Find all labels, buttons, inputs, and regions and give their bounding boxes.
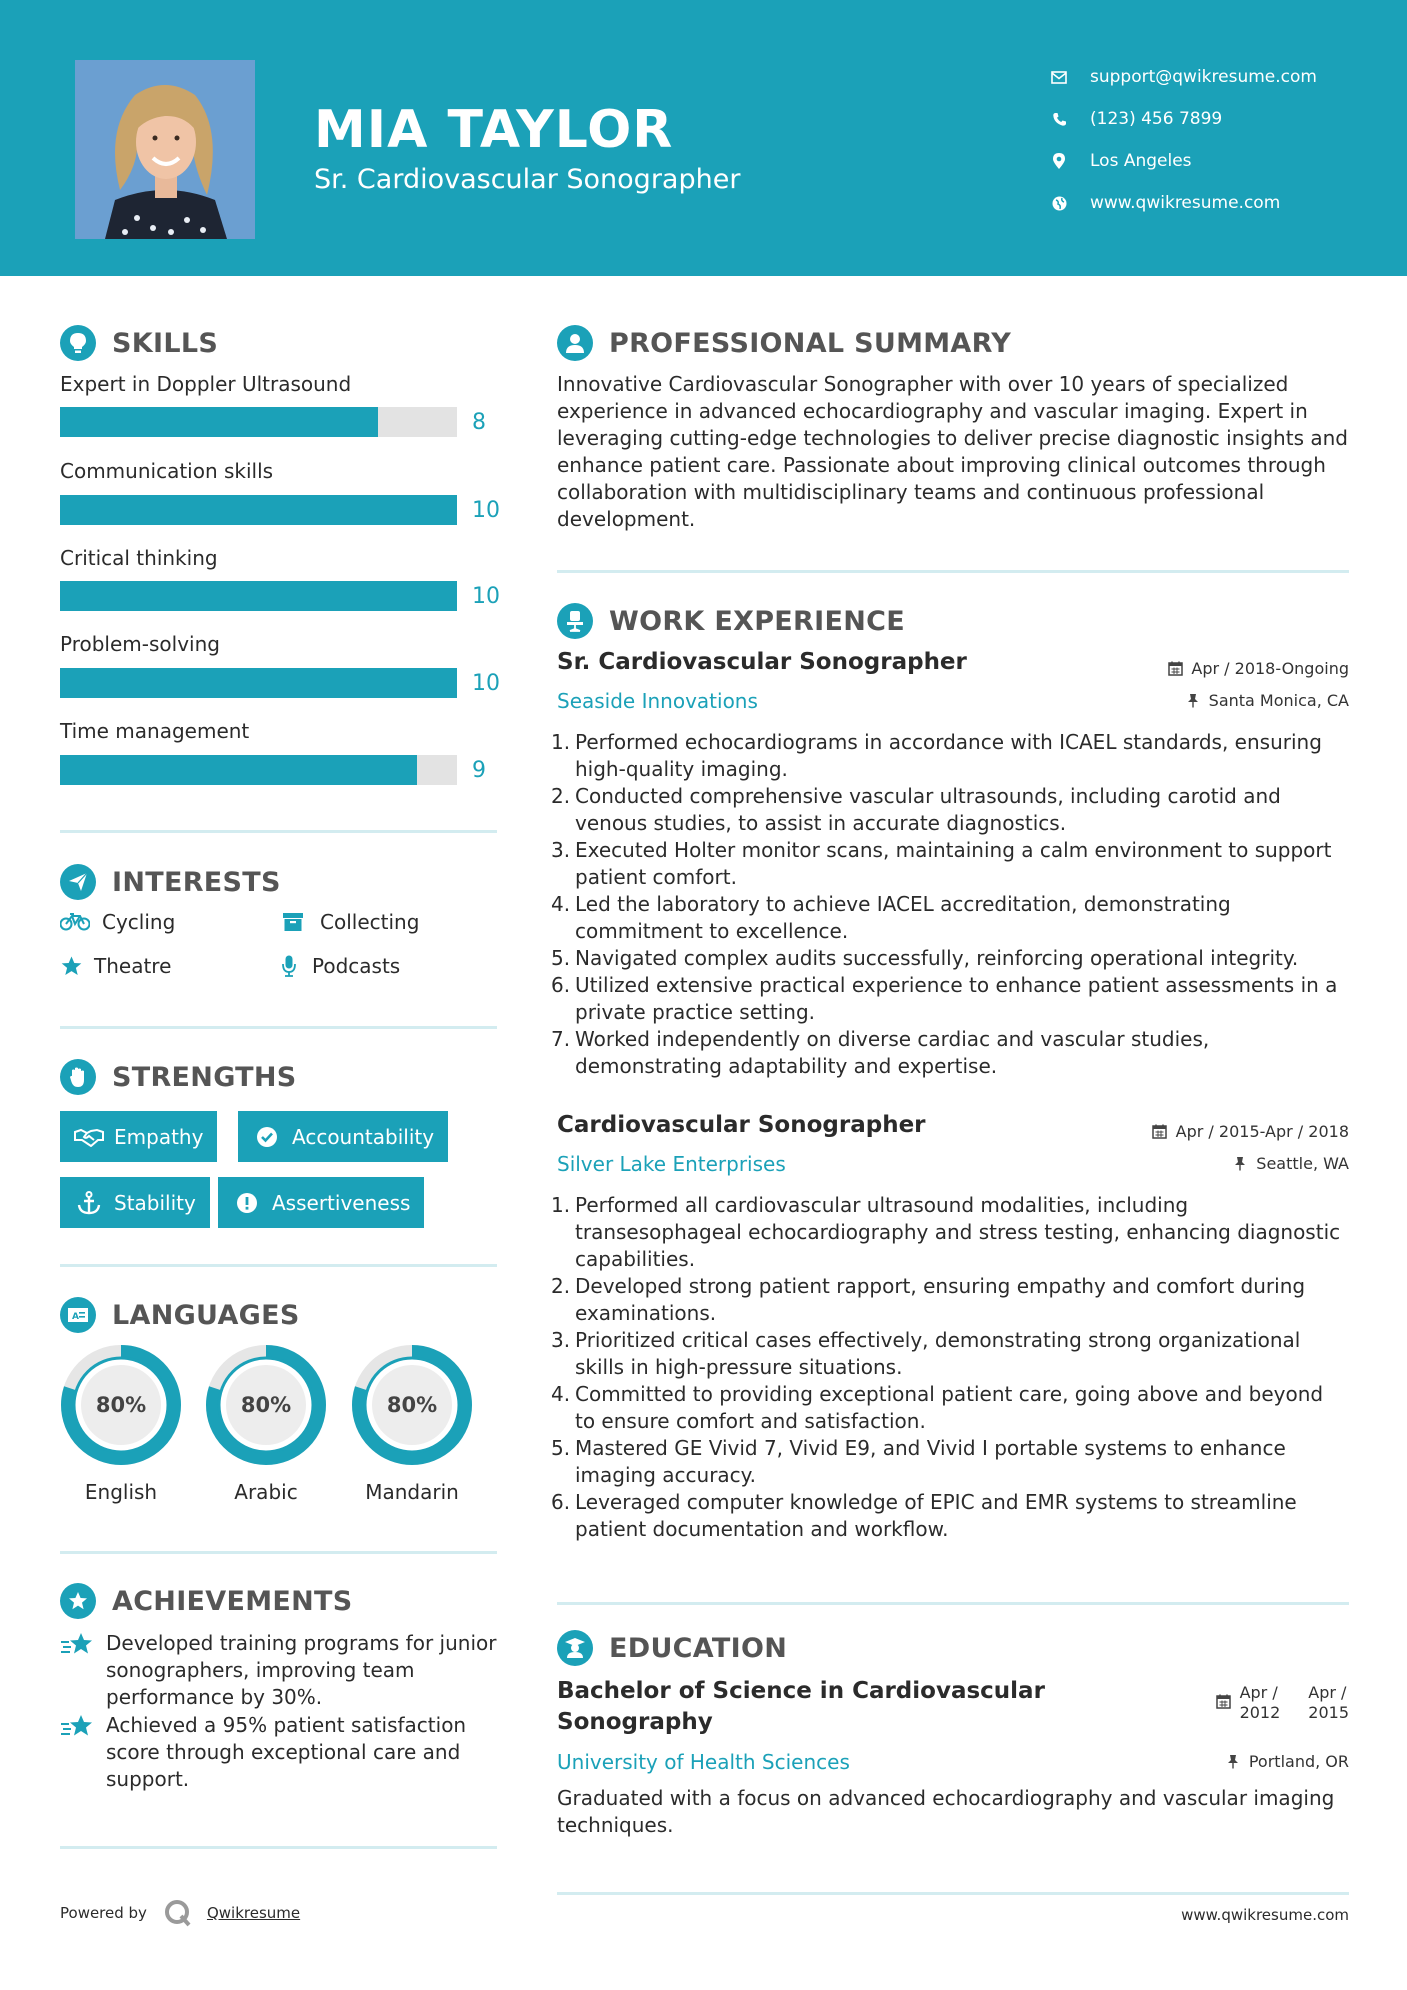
language-name: Mandarin [365,1480,459,1504]
achievement-item [60,1630,497,1711]
interests-title: INTERESTS [112,866,281,898]
interest-label: Cycling [102,910,176,934]
skill-bar-fill [60,755,417,785]
location-pin-icon [1050,152,1068,170]
strength-label: Accountability [292,1124,435,1149]
education-start-month: Apr / [1239,1683,1278,1702]
job-bullet [551,837,1349,891]
bicycle-icon [60,911,90,933]
strengths-heading [60,1059,297,1095]
language-ring [351,1344,473,1466]
contact-location [1050,140,1317,182]
paper-plane-icon [60,864,96,900]
summary-heading [557,325,1011,361]
bullet-text: Committed to providing exceptional patient care, going above and beyond to ensure comfort and satisfaction. [575,1382,1324,1433]
skill-value: 10 [472,498,500,523]
shooting-star-icon [60,1712,96,1793]
skill-bar-fill [60,407,378,437]
skill-name: Time management [60,719,250,743]
language-name: English [84,1480,158,1504]
globe-icon [1050,194,1068,212]
check-circle-icon [252,1125,282,1149]
pushpin-icon [1232,1156,1248,1172]
contact-phone[interactable] [1050,98,1317,140]
profile-photo [75,60,255,239]
contact-website-text: www.qwikresume.com [1090,193,1281,213]
skill-bar-fill [60,581,457,611]
interest-label: Podcasts [312,954,401,978]
bullet-text: Developed strong patient rapport, ensuring empathy and comfort during examinations. [575,1274,1306,1325]
office-chair-icon [557,603,593,639]
education-heading [557,1630,787,1666]
interest-item [60,954,171,978]
language-card-icon [60,1297,96,1333]
anchor-icon [74,1191,104,1215]
summary-text: Innovative Cardiovascular Sonographer with over 10 years of specialized experience in advanced echocardiography and vascular imaging. Expert in leveraging cutting-edge technologies to deliver precise diagnostic insights and enhance patient care. Passionate about improving clinical outcomes through collaboration with multidisciplinary teams and continuous professional development. [557,372,1348,531]
archive-box-icon [278,911,308,933]
skill-name: Expert in Doppler Ultrasound [60,372,352,396]
language-item [60,1344,182,1504]
handshake-icon [74,1125,104,1149]
section-divider [557,1892,1349,1895]
job-bullets [551,729,1349,1080]
job-location-text: Seattle, WA [1256,1154,1349,1173]
raised-hand-icon [60,1059,96,1095]
bullet-text: Performed echocardiograms in accordance with ICAEL standards, ensuring high-quality imaging. [575,730,1322,781]
strength-tag [60,1111,217,1162]
job-dates-text: Apr / 2015-Apr / 2018 [1175,1122,1349,1141]
skill-bar-fill [60,668,457,698]
bullet-text: Executed Holter monitor scans, maintaining a calm environment to support patient comfort. [575,838,1332,889]
strength-tag [60,1177,210,1228]
achievements-title: ACHIEVEMENTS [112,1585,353,1617]
contact-email[interactable] [1050,56,1317,98]
strength-label: Empathy [114,1124,204,1149]
education-end-month: Apr / [1308,1683,1347,1702]
footer-brand-link[interactable]: Qwikresume [206,1904,301,1922]
achievement-text: Achieved a 95% patient satisfaction score through exceptional care and support. [106,1713,467,1791]
education-description: Graduated with a focus on advanced echocardiography and vascular imaging techniques. [557,1786,1335,1837]
bullet-number: 6. [551,973,571,997]
user-icon [557,325,593,361]
bullet-text: Conducted comprehensive vascular ultrasounds, including carotid and venous studies, to assist in accurate diagnostics. [575,784,1281,835]
shooting-star-icon [60,1630,96,1711]
education-end [1308,1683,1349,1723]
interest-item [278,910,419,934]
language-percent: 80% [240,1393,292,1417]
achievements-heading [60,1583,353,1619]
section-divider [60,1846,497,1849]
contact-website[interactable] [1050,182,1317,224]
bullet-number: 1. [551,1193,571,1217]
interest-label: Theatre [94,954,172,978]
lightbulb-icon [60,325,96,361]
language-ring [60,1344,182,1466]
education-start-year: 2012 [1239,1703,1281,1722]
skill-bar-track [60,407,457,437]
bullet-text: Utilized extensive practical experience to enhance patient assessments in a private practice setting. [575,973,1338,1024]
skill-bar-track [60,668,457,698]
skill-value: 8 [472,410,486,435]
bullet-number: 1. [551,730,571,754]
job-bullet [551,891,1349,945]
skill-bar-track [60,755,457,785]
skill-value: 10 [472,671,500,696]
job-bullet [551,1026,1349,1080]
contact-phone-text: (123) 456 7899 [1090,109,1223,129]
job-location-text: Santa Monica, CA [1208,691,1349,710]
job-title: Cardiovascular Sonographer [557,1112,926,1138]
language-percent: 80% [386,1393,438,1417]
section-divider [60,830,497,833]
achievement-text: Developed training programs for junior sonographers, improving team performance by 30%. [106,1631,497,1709]
language-percent: 80% [95,1393,147,1417]
languages-title: LANGUAGES [112,1299,300,1331]
education-start [1240,1683,1281,1723]
job-bullet [551,972,1349,1026]
contact-list [1050,56,1317,224]
interests-heading [60,864,281,900]
experience-heading [557,603,905,639]
job-bullet [551,1192,1349,1273]
skills-heading [60,325,218,361]
contact-email-text: support@qwikresume.com [1090,67,1317,87]
section-divider [557,570,1349,573]
strength-tag [218,1177,424,1228]
contact-location-text: Los Angeles [1090,151,1192,171]
skill-value: 9 [472,758,486,783]
job-dates-text: Apr / 2018-Ongoing [1191,659,1349,678]
job-bullet [551,1327,1349,1381]
job-bullet [551,783,1349,837]
bullet-number: 4. [551,1382,571,1406]
job-location [1185,691,1349,710]
job-bullet [551,945,1349,972]
bullet-number: 4. [551,892,571,916]
education-school: University of Health Sciences [557,1750,850,1774]
job-bullet [551,1273,1349,1327]
bullet-text: Leveraged computer knowledge of EPIC and EMR systems to streamline patient documentation and workflow. [575,1490,1297,1541]
section-divider [557,1602,1349,1605]
education-title: EDUCATION [609,1632,788,1664]
summary-title: PROFESSIONAL SUMMARY [609,327,1012,359]
interest-label: Collecting [320,910,420,934]
job-bullets [551,1192,1349,1543]
education-dates [1216,1683,1349,1723]
resume-header [0,0,1407,276]
job-bullet [551,729,1349,783]
profile-photo-illustration [75,60,255,239]
strengths-title: STRENGTHS [112,1061,297,1093]
languages-heading [60,1297,300,1333]
achievement-item [60,1712,497,1793]
job-dates [1167,659,1349,678]
footer-powered-by [60,1898,300,1928]
education-location [1225,1752,1349,1771]
skills-title: SKILLS [112,327,219,359]
skill-bar-fill [60,495,457,525]
section-divider [60,1551,497,1554]
bullet-number: 3. [551,1328,571,1352]
bullet-number: 3. [551,838,571,862]
star-badge-icon [60,1583,96,1619]
bullet-number: 5. [551,1436,571,1460]
candidate-title: Sr. Cardiovascular Sonographer [314,164,741,195]
section-divider [60,1264,497,1267]
strength-label: Assertiveness [272,1190,411,1215]
education-location-text: Portland, OR [1248,1752,1349,1771]
calendar-icon [1216,1693,1232,1709]
education-end-year: 2015 [1308,1703,1349,1722]
language-name: Arabic [234,1480,298,1504]
experience-title: WORK EXPERIENCE [609,605,905,637]
star-icon [60,955,82,977]
interest-item [278,954,400,978]
language-item [205,1344,327,1504]
skill-value: 10 [472,584,500,609]
education-degree: Bachelor of Science in Cardiovascular Sonography [557,1678,1045,1735]
job-location [1232,1154,1349,1173]
job-bullet [551,1489,1349,1543]
skill-name: Communication skills [60,459,274,483]
qwikresume-logo-icon [163,1898,193,1928]
calendar-icon [1152,1124,1168,1140]
job-company: Seaside Innovations [557,689,758,713]
job-dates [1152,1122,1349,1141]
svg-text:A: A [72,1312,79,1322]
candidate-name: MIA TAYLOR [314,100,674,160]
strength-label: Stability [114,1190,196,1215]
bullet-text: Led the laboratory to achieve IACEL accreditation, demonstrating commitment to excellence. [575,892,1231,943]
strength-tag [238,1111,448,1162]
skill-bar-track [60,581,457,611]
bullet-number: 7. [551,1027,571,1051]
bullet-text: Prioritized critical cases effectively, demonstrating strong organizational skills in high-pressure situations. [575,1328,1301,1379]
calendar-icon [1167,661,1183,677]
powered-by-text: Powered by [60,1904,147,1922]
job-bullet [551,1381,1349,1435]
bullet-text: Worked independently on diverse cardiac and vascular studies, demonstrating adaptability and expertise. [575,1027,1210,1078]
bullet-text: Performed all cardiovascular ultrasound modalities, including transesophageal echocardiography and stress testing, enhancing diagnostic capabilities. [575,1193,1341,1271]
bullet-number: 5. [551,946,571,970]
microphone-icon [278,955,300,977]
bullet-number: 6. [551,1490,571,1514]
language-ring [205,1344,327,1466]
envelope-icon [1050,68,1068,86]
language-item [351,1344,473,1504]
skill-name: Critical thinking [60,546,218,570]
bullet-text: Navigated complex audits successfully, reinforcing operational integrity. [575,946,1299,970]
footer-url[interactable]: www.qwikresume.com [1181,1906,1349,1924]
job-title: Sr. Cardiovascular Sonographer [557,649,967,675]
bullet-text: Mastered GE Vivid 7, Vivid E9, and Vivid I portable systems to enhance imaging accuracy. [575,1436,1286,1487]
interest-item [60,910,175,934]
section-divider [60,1026,497,1029]
graduate-icon [557,1630,593,1666]
pushpin-icon [1225,1754,1241,1770]
exclamation-circle-icon [232,1191,262,1215]
skill-name: Problem-solving [60,632,220,656]
job-company: Silver Lake Enterprises [557,1152,786,1176]
bullet-number: 2. [551,1274,571,1298]
job-bullet [551,1435,1349,1489]
bullet-number: 2. [551,784,571,808]
pushpin-icon [1185,693,1201,709]
skill-bar-track [60,495,457,525]
phone-icon [1050,110,1068,128]
